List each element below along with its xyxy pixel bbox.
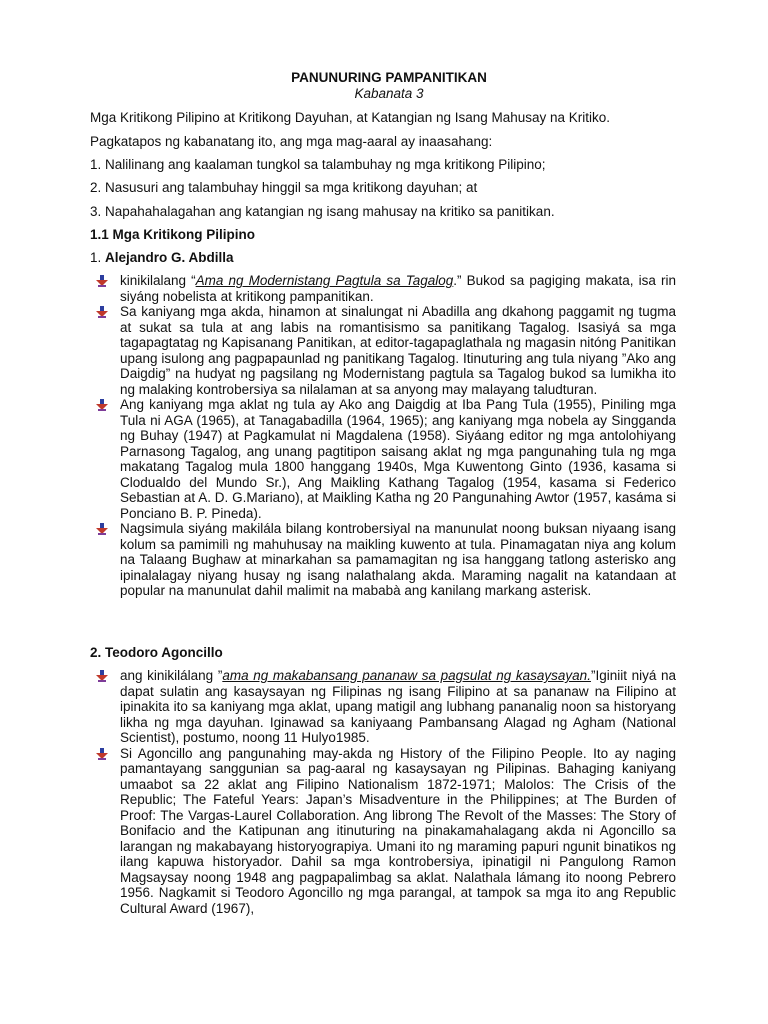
bullet-text-post: ”Iginiit niyá na dapat sulatin ang kasaysayan ng Filipinas ng isang Filipino at sa pananaw na Filipino at ipinakita ito sa kaniyang mga aklat, upang matigil ang lubhang pananalig noon sa historyang likha ng mga dayuhan. Iginawad sa kaniyaang Pambansang Alagad ng Agham (National Scientist), postumo, noong 11 Hulyo1985.	[120, 668, 676, 745]
section-heading: 1.1 Mga Kritikong Pilipino	[90, 227, 256, 242]
down-arrow-bullet-icon	[96, 399, 108, 411]
list-item	[96, 273, 676, 304]
bullet-text-pre: ang kinikilálang ”	[120, 668, 223, 683]
down-arrow-bullet-icon	[96, 670, 108, 682]
list-item	[96, 304, 676, 397]
bullet-text: Ang kaniyang mga aklat ng tula ay Ako ang Daigdig at Iba Pang Tula (1955), Piniling mga Tula ni AGA (1965), at Tanagabadilla (1964, 1965); ang kaniyang mga nobela ay Singganda ng Buhay (1947) at Pagkamulat ni Magdalena (1958). Siyáang editor ng mga antolohiyang Parnasong Tagalog, ang unang pagtitipon saisang aklat ng mga pangunahing tula ng mga makatang Tagalog mula 1800 hanggang 1940s, Mga Kuwentong Ginto (1936, kasama si Clodualdo del Mundo Sr.), Ang Maikling Kathang Tagalog (1954, kasama si Federico Sebastian at A. D. G.Mariano), at Maikling Katha ng 20 Pangunahing Awtor (1957, kasáma si Ponciano B. P. Pineda).	[120, 397, 676, 521]
down-arrow-bullet-icon	[96, 306, 108, 318]
down-arrow-bullet-icon	[96, 275, 108, 287]
list-item	[96, 521, 676, 599]
bullet-emphasis: ama ng makabansang pananaw sa pagsulat ng kasaysayan.	[222, 668, 591, 683]
list-item	[96, 668, 676, 746]
critic-heading: 2. Teodoro Agoncillo	[90, 645, 223, 660]
critic-name: Alejandro G. Abdilla	[105, 250, 234, 265]
critic-number: 1.	[90, 250, 102, 265]
chapter-heading: Mga Kritikong Pilipino at Kritikong Dayuhan, at Katangian ng Isang Mahusay na Kritiko.	[90, 110, 611, 125]
intro-text: Pagkatapos ng kabanatang ito, ang mga mag-aaral ay inaasahang:	[90, 134, 493, 149]
bullet-text: Sa kaniyang mga akda, hinamon at sinalungat ni Abadilla ang dkahong paggamit ng tugma at sukat sa tula at ang labis na romantisismo sa panitikang Tagalog. Isasiyá sa mga tagapagtatag ng Kapisanang Panitikan, at editor-tagapaglathala ng magasin nitóng Panitikan upang isulong ang pagpapaunlad ng panitikang Tagalog. Itinuturing ang tula niyang ”Ako ang Daigdig” na hudyat ng pagsilang ng Modernistang pagtula sa Tagalog bukod sa lumikha ito ng malaking kontrobersiya sa nilalaman at sa anyong may malayang taludturan.	[120, 304, 676, 397]
bullet-text-pre: kinikilalang “	[120, 273, 196, 288]
document-subtitle: Kabanata 3	[354, 86, 424, 101]
bullet-text: Si Agoncillo ang pangunahing may-akda ng History of the Filipino People. Ito ay naging pamantayang sanggunian sa pag-aaral ng kasaysayan ng Pilipinas. Bahaging kaniyang umaabot sa 22 aklat ang Filipino Nationalism 1872-1971; Malolos: The Crisis of the Republic; The Fateful Years: Japan’s Misadventure in the Philippines; at The Burden of Proof: The Vargas-Laurel Collaboration. Ang librong The Revolt of the Masses: The Story of Bonifacio and the Katipunan ang itinuturing na pinakamahalagang akda ni Agoncillo sa larangan ng makabayang historyograpiya. Umani ito ng maraming papuri ngunit binatikos ng ilang kapuwa historyador. Dahil sa mga kontrobersiya, ipinatigil ni Pangulong Ramon Magsaysay noong 1948 ang pagpapalimbag sa aklat. Nalathala lámang ito noong Pebrero 1956. Nagkamit si Teodoro Agoncillo ng mga parangal, at tampok sa mga ito ang Republic Cultural Award (1967),	[120, 745, 676, 916]
down-arrow-bullet-icon	[96, 748, 108, 760]
document-title: PANUNURING PAMPANITIKAN	[291, 70, 487, 85]
list-item	[96, 397, 676, 521]
objective-item: 2. Nasusuri ang talambuhay hinggil sa mga kritikong dayuhan; at	[90, 180, 478, 195]
critic2-bullet-list	[96, 668, 676, 916]
bullet-emphasis: Ama ng Modernistang Pagtula sa Tagalog	[195, 273, 454, 288]
down-arrow-bullet-icon	[96, 523, 108, 535]
bullet-text: Nagsimula siyáng makilála bilang kontrobersiyal na manunulat noong buksan niyaang isang kolum sa pamimilì ng mahuhusay na maikling kuwento at tula. Pinamagatan niya ang kolum na Talaang Bughaw at minarkahan sa pamamagitan ng isa hanggang tatlong asterisko ang ipinalalagay niyang husay ng isang nalathalang akda. Maraming nagalit na katandaan at popular na manunulat dahil malimit na mababà ang kanilang markang asterisk.	[120, 521, 676, 598]
bullet-text-post: .” Bukod sa pagiging makata, isa rin siyáng nobelista at kritikong pampanitikan.	[120, 273, 676, 304]
critic-heading	[90, 250, 680, 266]
document-header	[0, 70, 768, 102]
objective-item: 1. Nalilinang ang kaalaman tungkol sa talambuhay ng mga kritikong Pilipino;	[90, 157, 546, 172]
critic1-bullet-list	[96, 273, 676, 599]
objective-item: 3. Napahahalagahan ang katangian ng isang mahusay na kritiko sa panitikan.	[90, 204, 555, 219]
list-item	[96, 746, 676, 917]
